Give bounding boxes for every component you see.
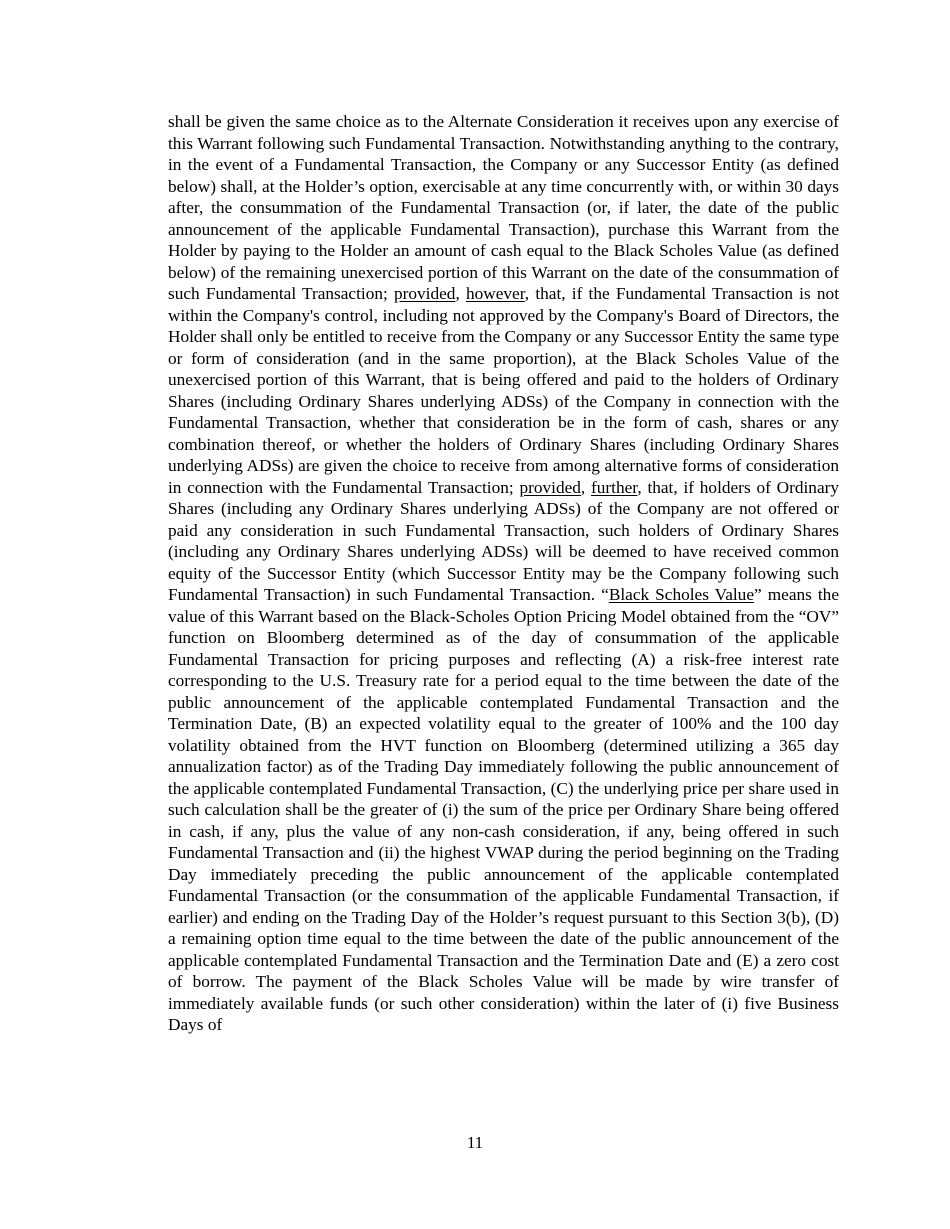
- defined-term-black-scholes-value: Black Scholes Value: [608, 585, 754, 604]
- underlined-term-provided: provided: [394, 284, 456, 303]
- underlined-term-provided: provided: [519, 477, 581, 497]
- paragraph-text: , that, if the Fundamental Transaction is not within the Company's control, including not approved by the Company's Board of Directors, the Holder shall only be entitled to receive from the Company or any Successor Entity the same type or form of consideration (and in the same proportion), at the Black Scholes Value of the unexercised portion of this Warrant, that is being offered and paid to the holders of Ordinary Shares (including Ordinary Shares underlying ADSs) of the Company in connection with the Fundamental Transaction, whether that consideration be in the form of cash, shares or any combination thereof, or whether the holders of Ordinary Shares (including Ordinary Shares underlying ADSs) are given the choice to receive from among alternative forms of consideration in connection with the Fundamental Transaction;: [168, 284, 839, 497]
- paragraph-text: , that, if holders of Ordinary Shares (including any Ordinary Shares underlying ADSs) of the Company are not offered or paid any consideration in such Fundamental Transaction, such holders of Ordinary Shares (including any Ordinary Shares underlying ADSs) will be deemed to have received common equity of the Successor Entity (which Successor Entity may be the Company following such Fundamental Transaction) in such Fundamental Transaction. “: [168, 477, 840, 604]
- page-number: 11: [466, 1133, 484, 1152]
- underlined-term-however: however: [465, 284, 525, 303]
- body-paragraph: [168, 111, 839, 1036]
- paragraph-text: ,: [580, 477, 592, 497]
- underlined-term-further: further: [591, 477, 638, 497]
- paragraph-text: ,: [455, 284, 466, 303]
- paragraph-text: ” means the value of this Warrant based on the Black-Scholes Option Pricing Model obtained from the “OV” function on Bloomberg determined as of the day of consummation of the applicable Fundamental Transaction for pricing purposes and reflecting (A) a risk-free interest rate corresponding to the U.S. Treasury rate for a period equal to the time between the date of the public announcement of the applicable contemplated Fundamental Transaction and the Termination Date, (B) an expected volatility equal to the greater of 100% and the 100 day volatility obtained from the HVT function on Bloomberg (determined utilizing a 365 day annualization factor) as of the Trading Day immediately following the public announcement of the applicable contemplated Fundamental Transaction, (C) the underlying price per share used in such calculation shall be the greater of (i) the sum of the price per Ordinary Share being offered in cash, if any, plus the value of any non-cash consideration, if any, being offered in such Fundamental Transaction and (ii) the highest VWAP during the period beginning on the Trading Day immediately preceding the public announcement of the applicable contemplated Fundamental Transaction (or the consummation of the applicable Fundamental Transaction, if earlier) and ending on the Trading Day of the Holder’s request pursuant to this Section 3(b), (D) a remaining option time equal to the time between the date of the public announcement of the applicable contemplated Fundamental Transaction and the Termination Date and (E) a zero cost of borrow. The payment of the Black Scholes Value will be made by wire transfer of immediately available funds (or such other consideration) within the later of (i) five Business Days of: [168, 585, 839, 1034]
- paragraph-text: shall be given the same choice as to the Alternate Consideration it receives upon any exercise of this Warrant following such Fundamental Transaction. Notwithstanding anything to the contrary, in the event of a Fundamental Transaction, the Company or any Successor Entity (as defined below) shall, at the Holder’s option, exercisable at any time concurrently with, or within 30 days after, the consummation of the Fundamental Transaction (or, if later, the date of the public announcement of the applicable Fundamental Transaction), purchase this Warrant from the Holder by paying to the Holder an amount of cash equal to the Black Scholes Value (as defined below) of the remaining unexercised portion of this Warrant on the date of the consummation of such Fundamental Transaction;: [168, 112, 839, 303]
